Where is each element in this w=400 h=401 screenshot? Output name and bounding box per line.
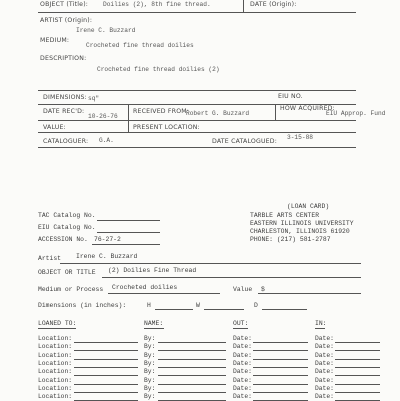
date-out-label: Date: [233,393,252,401]
date-out-label: Date: [233,376,252,384]
loaned-to-header: LOANED TO: [38,320,77,327]
fill-line [74,350,138,351]
in-header: IN: [315,320,327,327]
accession-label: ACCESSION No. [38,236,88,243]
by-label: By: [144,335,156,342]
by-label: By: [144,343,156,351]
received-from-label: RECEIVED FROM: [133,108,190,115]
accession-value: 76-27-2 [94,236,121,243]
card-object-value: (2) Doilies Fine Thread [108,267,197,274]
fill-line [158,359,226,360]
date-origin-label: DATE (Origin): [250,1,297,8]
by-label: By: [144,359,156,367]
fill-line [74,384,138,385]
fill-line [253,392,308,393]
location-label: Location: [38,359,73,367]
fill-line [335,384,380,385]
university-name: EASTERN ILLINOIS UNIVERSITY [250,220,354,227]
dim-w-line [204,309,244,310]
date-in-label: Date: [315,393,334,401]
card-value-value: $ [261,286,265,293]
name-header: NAME: [144,320,164,327]
divider [38,120,356,121]
loan-card-title: (LOAN CARD) [287,203,330,210]
how-acquired-label: HOW ACQUIRED: [280,105,335,112]
date-in-label: Date: [315,343,334,351]
fill-line [158,392,226,393]
fill-line [253,359,308,360]
location-label: Location: [38,393,73,401]
fill-line [335,392,380,393]
header-underline [144,328,164,329]
date-in-label: Date: [315,335,334,342]
date-catalogued-label: DATE CATALOGUED: [212,138,278,145]
divider [128,104,129,120]
card-value-label: Value [233,286,253,293]
header-underline [315,328,325,329]
fill-line [74,392,138,393]
medium-label: MEDIUM: [40,37,70,44]
fill-line [158,350,226,351]
received-from-value: Robert G. Buzzard [186,110,250,117]
divider [128,120,129,132]
dim-h-label: H [147,302,151,309]
date-out-label: Date: [233,335,252,342]
fill-line [74,367,138,368]
card-dimensions-label: Dimensions (in inches): [38,302,127,309]
fill-line [253,350,308,351]
card-artist-value: Irene C. Buzzard [76,253,138,260]
divider [275,104,276,120]
center-name: TARBLE ARTS CENTER [250,212,320,219]
dim-h-line [155,309,193,310]
value-line [258,293,361,294]
dim-d-line [262,309,307,310]
city-address: CHARLESTON, ILLINOIS 61920 [250,228,350,235]
by-label: By: [144,368,156,376]
card-medium-label: Medium or Process [38,286,104,293]
date-recd-value: 10-26-76 [88,113,118,120]
fill-line [335,367,380,368]
tac-catalog-label: TAC Catalog No. [38,212,96,219]
value-label: VALUE: [43,124,66,131]
divider [38,147,356,148]
artist-origin-value: Irene C. Buzzard [76,27,136,34]
fill-line [335,350,380,351]
location-label: Location: [38,343,73,351]
description-label: DESCRIPTION: [40,55,87,62]
by-label: By: [144,393,156,401]
medium-value: Crocheted fine thread doilies [86,42,194,49]
tac-catalog-line [97,220,160,221]
object-title-value: Doilies (2), 8th fine thread. [103,1,211,8]
date-catalogued-value: 3-15-88 [287,134,313,141]
date-recd-label: DATE REC'D: [43,108,85,115]
fill-line [335,375,380,376]
divider [38,132,356,133]
location-label: Location: [38,368,73,376]
location-label: Location: [38,384,73,392]
artist-line [60,263,361,264]
phone-number: PHONE: (217) 581-2787 [250,236,331,243]
medium-line [108,293,220,294]
how-acquired-value: EIU Approp. Fund [326,110,386,117]
dim-w-label: W [196,302,200,309]
card-object-label: OBJECT OR TITLE [38,269,96,276]
fill-line [253,384,308,385]
date-in-label: Date: [315,351,334,359]
divider [38,90,356,91]
fill-line [74,342,138,343]
description-value: Crocheted fine thread doilies (2) [97,66,220,73]
location-label: Location: [38,335,73,342]
date-out-label: Date: [233,359,252,367]
card-artist-label: Artist [38,255,62,262]
fill-line [158,384,226,385]
header-underline [233,328,248,329]
fill-line [74,359,138,360]
date-in-label: Date: [315,376,334,384]
by-label: By: [144,376,156,384]
fill-line [253,367,308,368]
object-title-label: OBJECT (Title): [40,1,89,8]
by-label: By: [144,351,156,359]
fill-line [335,342,380,343]
eiu-catalog-label: EIU Catalog No. [38,224,96,231]
date-in-label: Date: [315,384,334,392]
eiu-no-label: EIU NO. [278,93,303,100]
fill-line [253,375,308,376]
card-medium-value: Crocheted doilies [112,284,178,291]
dim-d-label: D [254,302,258,309]
fill-line [158,367,226,368]
fill-line [74,375,138,376]
date-out-label: Date: [233,343,252,351]
fill-line [158,342,226,343]
location-label: Location: [38,351,73,359]
fill-line [253,342,308,343]
artist-origin-label: ARTIST (Origin): [40,17,93,24]
location-label: Location: [38,376,73,384]
divider [38,12,356,13]
date-in-label: Date: [315,368,334,376]
date-out-label: Date: [233,351,252,359]
divider [243,0,244,12]
object-line [102,277,361,278]
out-header: OUT: [233,320,249,327]
fill-line [158,375,226,376]
present-location-label: PRESENT LOCATION: [133,124,200,131]
by-label: By: [144,384,156,392]
eiu-catalog-line [97,232,160,233]
dimensions-value: sq" [88,95,100,102]
cataloguer-label: CATALOGUER: [43,138,89,145]
date-out-label: Date: [233,368,252,376]
cataloguer-value: G.A. [99,137,114,144]
accession-line [92,244,160,245]
date-in-label: Date: [315,359,334,367]
fill-line [335,359,380,360]
date-out-label: Date: [233,384,252,392]
header-underline [38,328,76,329]
dimensions-label: DIMENSIONS: [43,94,87,101]
